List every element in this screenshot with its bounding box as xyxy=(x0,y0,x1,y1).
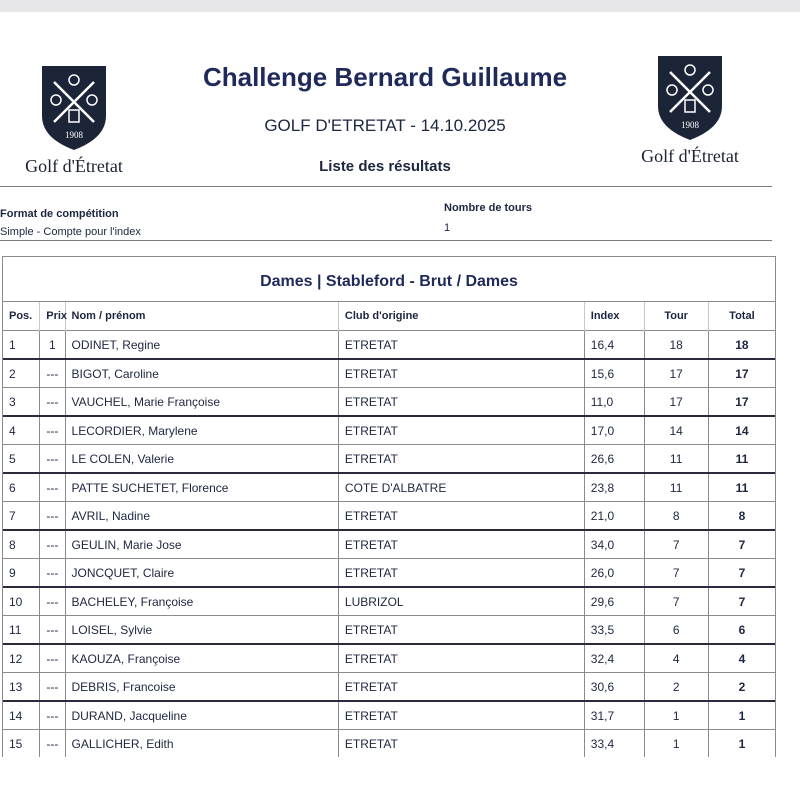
cell-prix: --- xyxy=(40,530,65,559)
logo-club-name: Golf d'Étretat xyxy=(25,156,123,176)
cell-index: 15,6 xyxy=(584,359,644,388)
cell-pos: 5 xyxy=(3,445,40,474)
table-row xyxy=(3,616,775,645)
cell-name: JONCQUET, Claire xyxy=(65,559,338,588)
rounds-label: Nombre de tours xyxy=(444,202,533,214)
cell-total: 17 xyxy=(708,388,775,417)
svg-text:1908: 1908 xyxy=(65,130,83,140)
divider xyxy=(0,186,772,187)
cell-tour: 2 xyxy=(644,673,708,702)
cell-pos: 3 xyxy=(3,388,40,417)
table-row xyxy=(3,359,775,388)
table-row xyxy=(3,416,775,445)
cell-name: GEULIN, Marie Jose xyxy=(65,530,338,559)
cell-total: 1 xyxy=(708,701,775,730)
col-header-prix: Prix xyxy=(40,302,65,331)
cell-tour: 14 xyxy=(644,416,708,445)
cell-total: 2 xyxy=(708,673,775,702)
cell-tour: 7 xyxy=(644,530,708,559)
table-row xyxy=(3,445,775,474)
col-header-tour: Tour xyxy=(644,302,708,331)
cell-name: BACHELEY, Françoise xyxy=(65,587,338,616)
cell-index: 23,8 xyxy=(584,473,644,502)
cell-name: DEBRIS, Francoise xyxy=(65,673,338,702)
cell-club: ETRETAT xyxy=(338,359,584,388)
cell-tour: 4 xyxy=(644,644,708,673)
cell-pos: 9 xyxy=(3,559,40,588)
cell-tour: 7 xyxy=(644,559,708,588)
table-row xyxy=(3,559,775,588)
cell-tour: 1 xyxy=(644,701,708,730)
club-crest-icon xyxy=(38,64,110,152)
format-value: Simple - Compte pour l'index xyxy=(0,226,141,238)
cell-prix: --- xyxy=(40,701,65,730)
cell-tour: 7 xyxy=(644,587,708,616)
cell-index: 31,7 xyxy=(584,701,644,730)
cell-total: 11 xyxy=(708,445,775,474)
cell-club: LUBRIZOL xyxy=(338,587,584,616)
cell-index: 33,4 xyxy=(584,730,644,758)
table-header-row xyxy=(3,302,775,331)
cell-pos: 6 xyxy=(3,473,40,502)
rounds-value: 1 xyxy=(444,222,451,234)
cell-name: BIGOT, Caroline xyxy=(65,359,338,388)
cell-prix: --- xyxy=(40,416,65,445)
table-row xyxy=(3,673,775,702)
cell-club: ETRETAT xyxy=(338,559,584,588)
cell-name: GALLICHER, Edith xyxy=(65,730,338,758)
table-row xyxy=(3,587,775,616)
table-row xyxy=(3,473,775,502)
cell-pos: 15 xyxy=(3,730,40,758)
cell-prix: --- xyxy=(40,502,65,531)
cell-club: ETRETAT xyxy=(338,701,584,730)
cell-prix: 1 xyxy=(40,331,65,360)
table-row xyxy=(3,730,775,758)
cell-total: 7 xyxy=(708,559,775,588)
cell-total: 14 xyxy=(708,416,775,445)
cell-pos: 4 xyxy=(3,416,40,445)
cell-index: 33,5 xyxy=(584,616,644,645)
section-title: Dames | Stableford - Brut / Dames xyxy=(3,257,775,302)
top-margin-bar xyxy=(0,0,800,12)
golf-etretat-logo-right xyxy=(630,54,750,167)
cell-tour: 6 xyxy=(644,616,708,645)
cell-index: 26,6 xyxy=(584,445,644,474)
cell-tour: 17 xyxy=(644,388,708,417)
cell-prix: --- xyxy=(40,445,65,474)
cell-name: AVRIL, Nadine xyxy=(65,502,338,531)
cell-pos: 11 xyxy=(3,616,40,645)
cell-pos: 12 xyxy=(3,644,40,673)
table-row xyxy=(3,331,775,360)
logo-club-name: Golf d'Étretat xyxy=(641,146,739,166)
cell-prix: --- xyxy=(40,388,65,417)
table-row xyxy=(3,388,775,417)
list-title: Liste des résultats xyxy=(319,158,451,175)
cell-club: ETRETAT xyxy=(338,616,584,645)
cell-name: DURAND, Jacqueline xyxy=(65,701,338,730)
svg-text:1908: 1908 xyxy=(681,120,699,130)
cell-index: 30,6 xyxy=(584,673,644,702)
cell-tour: 8 xyxy=(644,502,708,531)
cell-pos: 13 xyxy=(3,673,40,702)
cell-club: ETRETAT xyxy=(338,331,584,360)
cell-prix: --- xyxy=(40,587,65,616)
cell-tour: 18 xyxy=(644,331,708,360)
cell-pos: 1 xyxy=(3,331,40,360)
cell-index: 16,4 xyxy=(584,331,644,360)
cell-club: ETRETAT xyxy=(338,388,584,417)
cell-total: 7 xyxy=(708,530,775,559)
page-title: Challenge Bernard Guillaume xyxy=(202,62,568,92)
table-row xyxy=(3,701,775,730)
cell-total: 6 xyxy=(708,616,775,645)
format-label: Format de compétition xyxy=(0,208,119,220)
col-header-name: Nom / prénom xyxy=(65,302,338,331)
cell-index: 21,0 xyxy=(584,502,644,531)
table-row xyxy=(3,502,775,531)
cell-prix: --- xyxy=(40,730,65,758)
cell-club: ETRETAT xyxy=(338,502,584,531)
cell-pos: 7 xyxy=(3,502,40,531)
cell-name: VAUCHEL, Marie Françoise xyxy=(65,388,338,417)
cell-club: ETRETAT xyxy=(338,416,584,445)
cell-tour: 1 xyxy=(644,730,708,758)
cell-total: 1 xyxy=(708,730,775,758)
results-table xyxy=(3,302,775,757)
cell-pos: 8 xyxy=(3,530,40,559)
col-header-pos: Pos. xyxy=(3,302,40,331)
cell-club: COTE D'ALBATRE xyxy=(338,473,584,502)
cell-name: LE COLEN, Valerie xyxy=(65,445,338,474)
cell-tour: 11 xyxy=(644,445,708,474)
cell-prix: --- xyxy=(40,559,65,588)
cell-club: ETRETAT xyxy=(338,673,584,702)
divider xyxy=(0,240,772,241)
cell-total: 17 xyxy=(708,359,775,388)
page-subtitle: GOLF D'ETRETAT - 14.10.2025 xyxy=(264,116,506,135)
cell-name: ODINET, Regine xyxy=(65,331,338,360)
cell-index: 34,0 xyxy=(584,530,644,559)
table-row xyxy=(3,530,775,559)
results-panel xyxy=(2,256,776,757)
cell-club: ETRETAT xyxy=(338,644,584,673)
cell-total: 7 xyxy=(708,587,775,616)
col-header-index: Index xyxy=(584,302,644,331)
cell-total: 18 xyxy=(708,331,775,360)
col-header-total: Total xyxy=(729,310,755,322)
cell-index: 29,6 xyxy=(584,587,644,616)
cell-name: KAOUZA, Françoise xyxy=(65,644,338,673)
cell-tour: 17 xyxy=(644,359,708,388)
table-row xyxy=(3,644,775,673)
cell-club: ETRETAT xyxy=(338,445,584,474)
col-header-club: Club d'origine xyxy=(338,302,584,331)
cell-index: 26,0 xyxy=(584,559,644,588)
cell-prix: --- xyxy=(40,473,65,502)
cell-total: 8 xyxy=(708,502,775,531)
cell-tour: 11 xyxy=(644,473,708,502)
cell-name: LECORDIER, Marylene xyxy=(65,416,338,445)
cell-pos: 14 xyxy=(3,701,40,730)
golf-etretat-logo-left xyxy=(14,64,134,177)
cell-index: 17,0 xyxy=(584,416,644,445)
cell-name: PATTE SUCHETET, Florence xyxy=(65,473,338,502)
cell-club: ETRETAT xyxy=(338,730,584,758)
cell-index: 32,4 xyxy=(584,644,644,673)
club-crest-icon xyxy=(654,54,726,142)
cell-club: ETRETAT xyxy=(338,530,584,559)
cell-prix: --- xyxy=(40,673,65,702)
cell-prix: --- xyxy=(40,616,65,645)
cell-name: LOISEL, Sylvie xyxy=(65,616,338,645)
cell-total: 4 xyxy=(708,644,775,673)
cell-pos: 10 xyxy=(3,587,40,616)
cell-total: 11 xyxy=(708,473,775,502)
cell-index: 11,0 xyxy=(584,388,644,417)
cell-prix: --- xyxy=(40,644,65,673)
cell-prix: --- xyxy=(40,359,65,388)
cell-pos: 2 xyxy=(3,359,40,388)
